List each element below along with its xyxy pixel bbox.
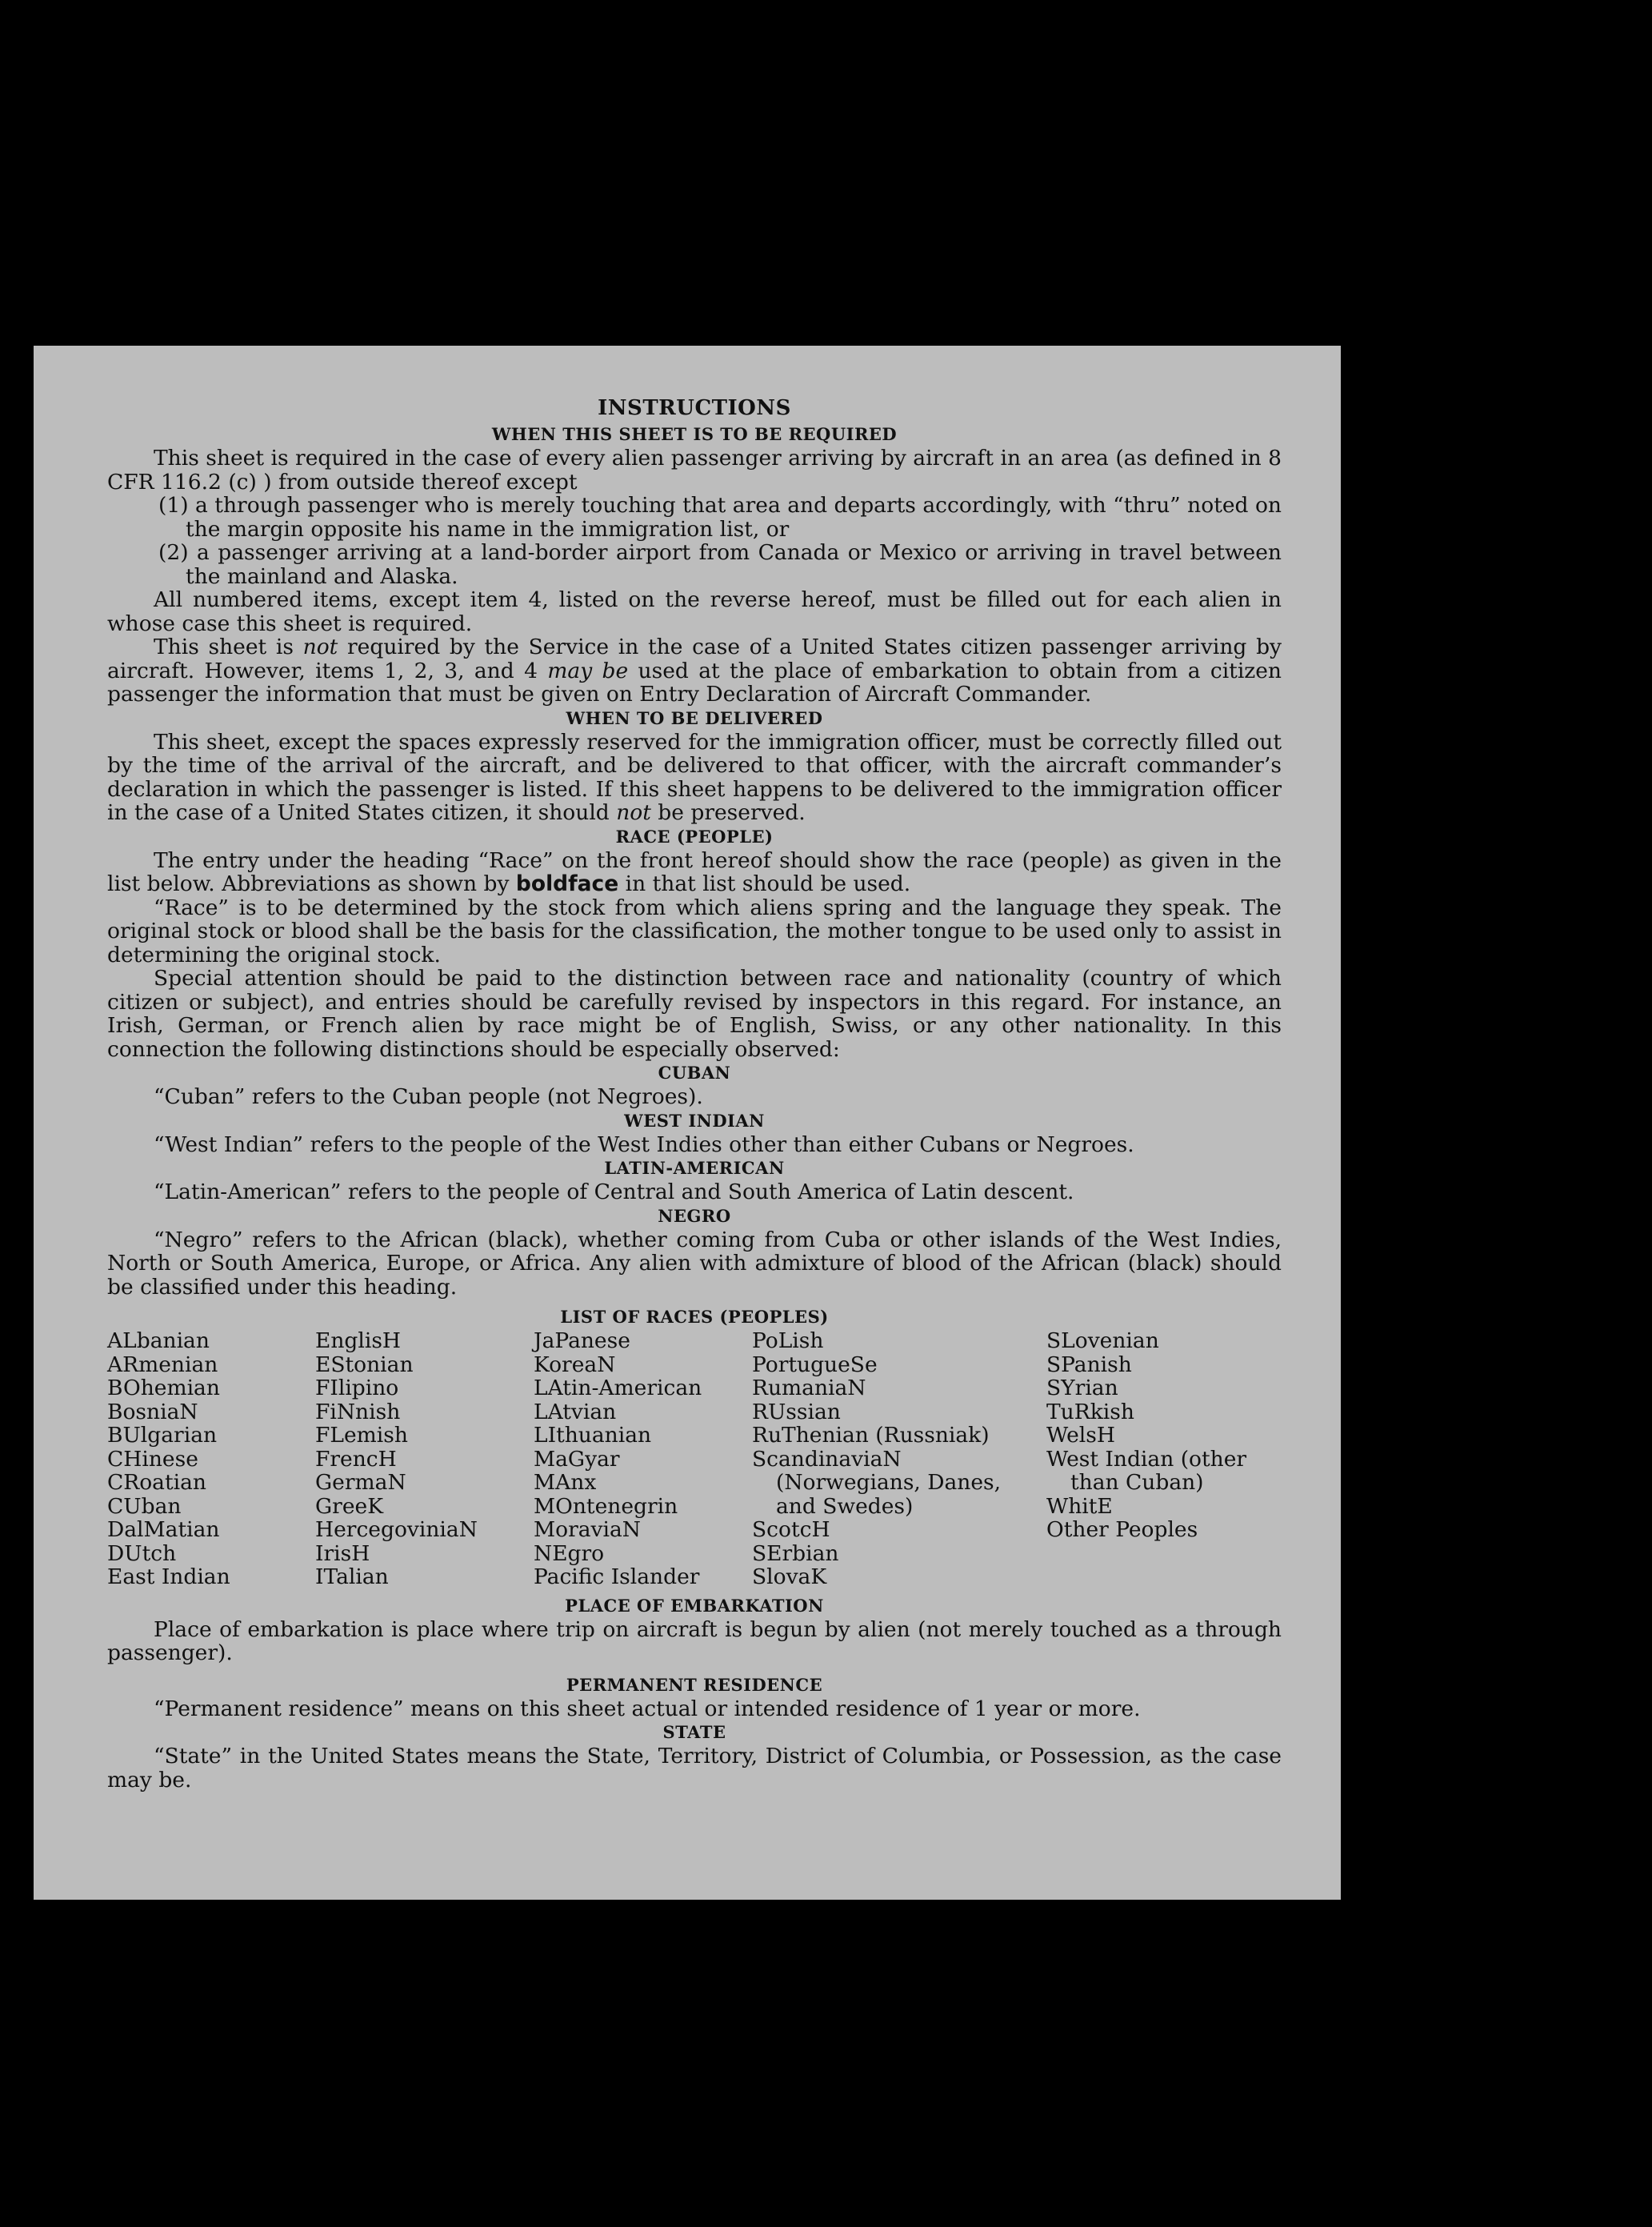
exception-1: (1) a through passenger who is merely touching that area and departs accordingly, with “thru” noted on the margin opposite his name in the immigration list, or (158, 493, 1282, 542)
race-item: LIthuanian (534, 1423, 652, 1448)
instruction-sheet (34, 346, 1341, 1900)
state-text: “State” in the United States means the State, Territory, District of Columbia, or Possession, as the case may be. (107, 1744, 1282, 1792)
races-column (315, 1329, 534, 1589)
race-item: FrencH (315, 1446, 397, 1472)
race-item: WhitE (1046, 1493, 1113, 1519)
race-item: West Indian (other than Cuban) (1046, 1446, 1247, 1495)
delivery-paragraph: This sheet, except the spaces expressly reserved for the immigration officer, must be correctly filled out by the time of the arrival of the aircraft, and be delivered to that officer, with the aircraft commander’s declaration in which the passenger is listed. If this sheet happens to be delivered to the immigration officer in the case of a United States citizen, it should not be preserved. (107, 729, 1282, 825)
embarkation-heading: PLACE OF EMBARKATION (565, 1595, 824, 1616)
race-item: Other Peoples (1046, 1517, 1198, 1542)
race-item: LAtin-American (534, 1376, 702, 1400)
embarkation-text: Place of embarkation is place where trip on aircraft is begun by alien (not merely touched as a through passenger). (107, 1616, 1282, 1665)
race-item: RUssian (752, 1399, 841, 1424)
latin-american-heading: LATIN-AMERICAN (604, 1158, 785, 1178)
west-indian-text: “West Indian” refers to the people of the West Indies other than either Cubans or Negroes. (154, 1132, 1134, 1157)
races-list-heading: LIST OF RACES (PEOPLES) (560, 1307, 829, 1327)
race-item: PortugueSe (752, 1352, 878, 1377)
page-title: INSTRUCTIONS (598, 396, 791, 420)
race-item: WelsH (1046, 1423, 1115, 1448)
race-item: ScandinaviaN (Norwegians, Danes, and Swedes) (752, 1446, 1002, 1519)
race-paragraph-2: “Race” is to be determined by the stock from which aliens spring and the language they speak. The original stock or blood shall be the basis for the classification, the mother tongue to be used only to assist in determining the original stock. (107, 895, 1282, 967)
race-item: GreeK (315, 1493, 383, 1519)
race-item: FIlipino (315, 1376, 399, 1400)
race-paragraph-1: The entry under the heading “Race” on the front hereof should show the race (people) as given in the list below. Abbreviations as shown by boldface in that list should be used. (107, 847, 1282, 896)
race-item: FLemish (315, 1423, 408, 1448)
section-heading-required: WHEN THIS SHEET IS TO BE REQUIRED (491, 424, 898, 444)
required-intro: This sheet is required in the case of every alien passenger arriving by aircraft in an area (as defined in 8 CFR 116.2 (c) ) from outside thereof except (107, 446, 1282, 495)
race-item: FiNnish (315, 1399, 401, 1424)
exception-2: (2) a passenger arriving at a land-border airport from Canada or Mexico or arriving in travel between the mainland and Alaska. (158, 540, 1282, 589)
residence-heading: PERMANENT RESIDENCE (566, 1674, 823, 1695)
state-heading: STATE (662, 1722, 726, 1742)
race-item: MAnx (534, 1470, 597, 1495)
section-heading-delivered: WHEN TO BE DELIVERED (566, 707, 823, 728)
section-heading-race: RACE (PEOPLE) (615, 826, 774, 847)
race-item: PoLish (752, 1328, 824, 1353)
race-item: SLovenian (1046, 1328, 1159, 1353)
race-item: MaGyar (534, 1446, 620, 1472)
race-item: JaPanese (534, 1328, 630, 1353)
cuban-text: “Cuban” refers to the Cuban people (not Negroes). (154, 1084, 703, 1109)
race-item: ITalian (315, 1564, 389, 1589)
race-item: KoreaN (534, 1352, 616, 1377)
race-item: CUban (107, 1493, 182, 1519)
race-item: ARmenian (107, 1352, 218, 1377)
race-item: RuThenian (Russniak) (752, 1423, 990, 1448)
negro-heading: NEGRO (658, 1205, 731, 1226)
residence-text: “Permanent residence” means on this sheet actual or intended residence of 1 year or more. (154, 1696, 1141, 1721)
race-item: CRoatian (107, 1470, 206, 1495)
race-item: SErbian (752, 1540, 839, 1566)
latin-american-text: “Latin-American” refers to the people of Central and South America of Latin descent. (154, 1180, 1074, 1204)
race-item: SYrian (1046, 1376, 1118, 1400)
race-item: SlovaK (752, 1564, 827, 1589)
race-item: SPanish (1046, 1352, 1132, 1377)
race-item: MOntenegrin (534, 1493, 678, 1519)
races-column (107, 1329, 315, 1589)
race-item: ALbanian (107, 1328, 210, 1353)
race-item: EStonian (315, 1352, 414, 1377)
race-item: TuRkish (1046, 1399, 1134, 1424)
race-paragraph-3: Special attention should be paid to the distinction between race and nationality (country of which citizen or subject), and entries should be carefully revised by inspectors in this regard. For instance, an Irish, German, or French alien by race might be of English, Swiss, or any other nationality. In this connection the following distinctions should be especially observed: (107, 966, 1282, 1062)
race-item: BosniaN (107, 1399, 198, 1424)
citizen-paragraph: This sheet is not required by the Service in the case of a United States citizen passenger arriving by aircraft. However, items 1, 2, 3, and 4 may be used at the place of embarkation to obtain from a citizen passenger the information that must be given on Entry Declaration of Aircraft Commander. (107, 635, 1282, 707)
race-item: MoraviaN (534, 1517, 641, 1542)
race-item: East Indian (107, 1564, 230, 1589)
race-item: NEgro (534, 1540, 605, 1566)
race-item: EnglisH (315, 1328, 402, 1353)
race-item: HercegoviniaN (315, 1517, 478, 1542)
races-column (752, 1329, 1046, 1589)
cuban-heading: CUBAN (658, 1063, 731, 1083)
races-column (534, 1329, 752, 1589)
race-item: BOhemian (107, 1376, 220, 1400)
race-item: DalMatian (107, 1517, 220, 1542)
race-item: Pacific Islander (534, 1564, 700, 1589)
race-item: BUlgarian (107, 1423, 218, 1448)
race-item: RumaniaN (752, 1376, 866, 1400)
race-item: ScotcH (752, 1517, 830, 1542)
west-indian-heading: WEST INDIAN (624, 1110, 765, 1131)
race-item: IrisH (315, 1540, 370, 1566)
race-item: GermaN (315, 1470, 406, 1495)
race-item: CHinese (107, 1446, 198, 1472)
race-item: DUtch (107, 1540, 177, 1566)
numbered-items-paragraph: All numbered items, except item 4, listed on the reverse hereof, must be filled out for each alien in whose case this sheet is required. (107, 587, 1282, 636)
race-item: LAtvian (534, 1399, 617, 1424)
races-column (1046, 1329, 1278, 1589)
negro-text: “Negro” refers to the African (black), whether coming from Cuba or other islands of the West Indies, North or South America, Europe, or Africa. Any alien with admixture of blood of the African (black) should be classified under this heading. (107, 1227, 1282, 1300)
races-list (107, 1329, 1282, 1589)
